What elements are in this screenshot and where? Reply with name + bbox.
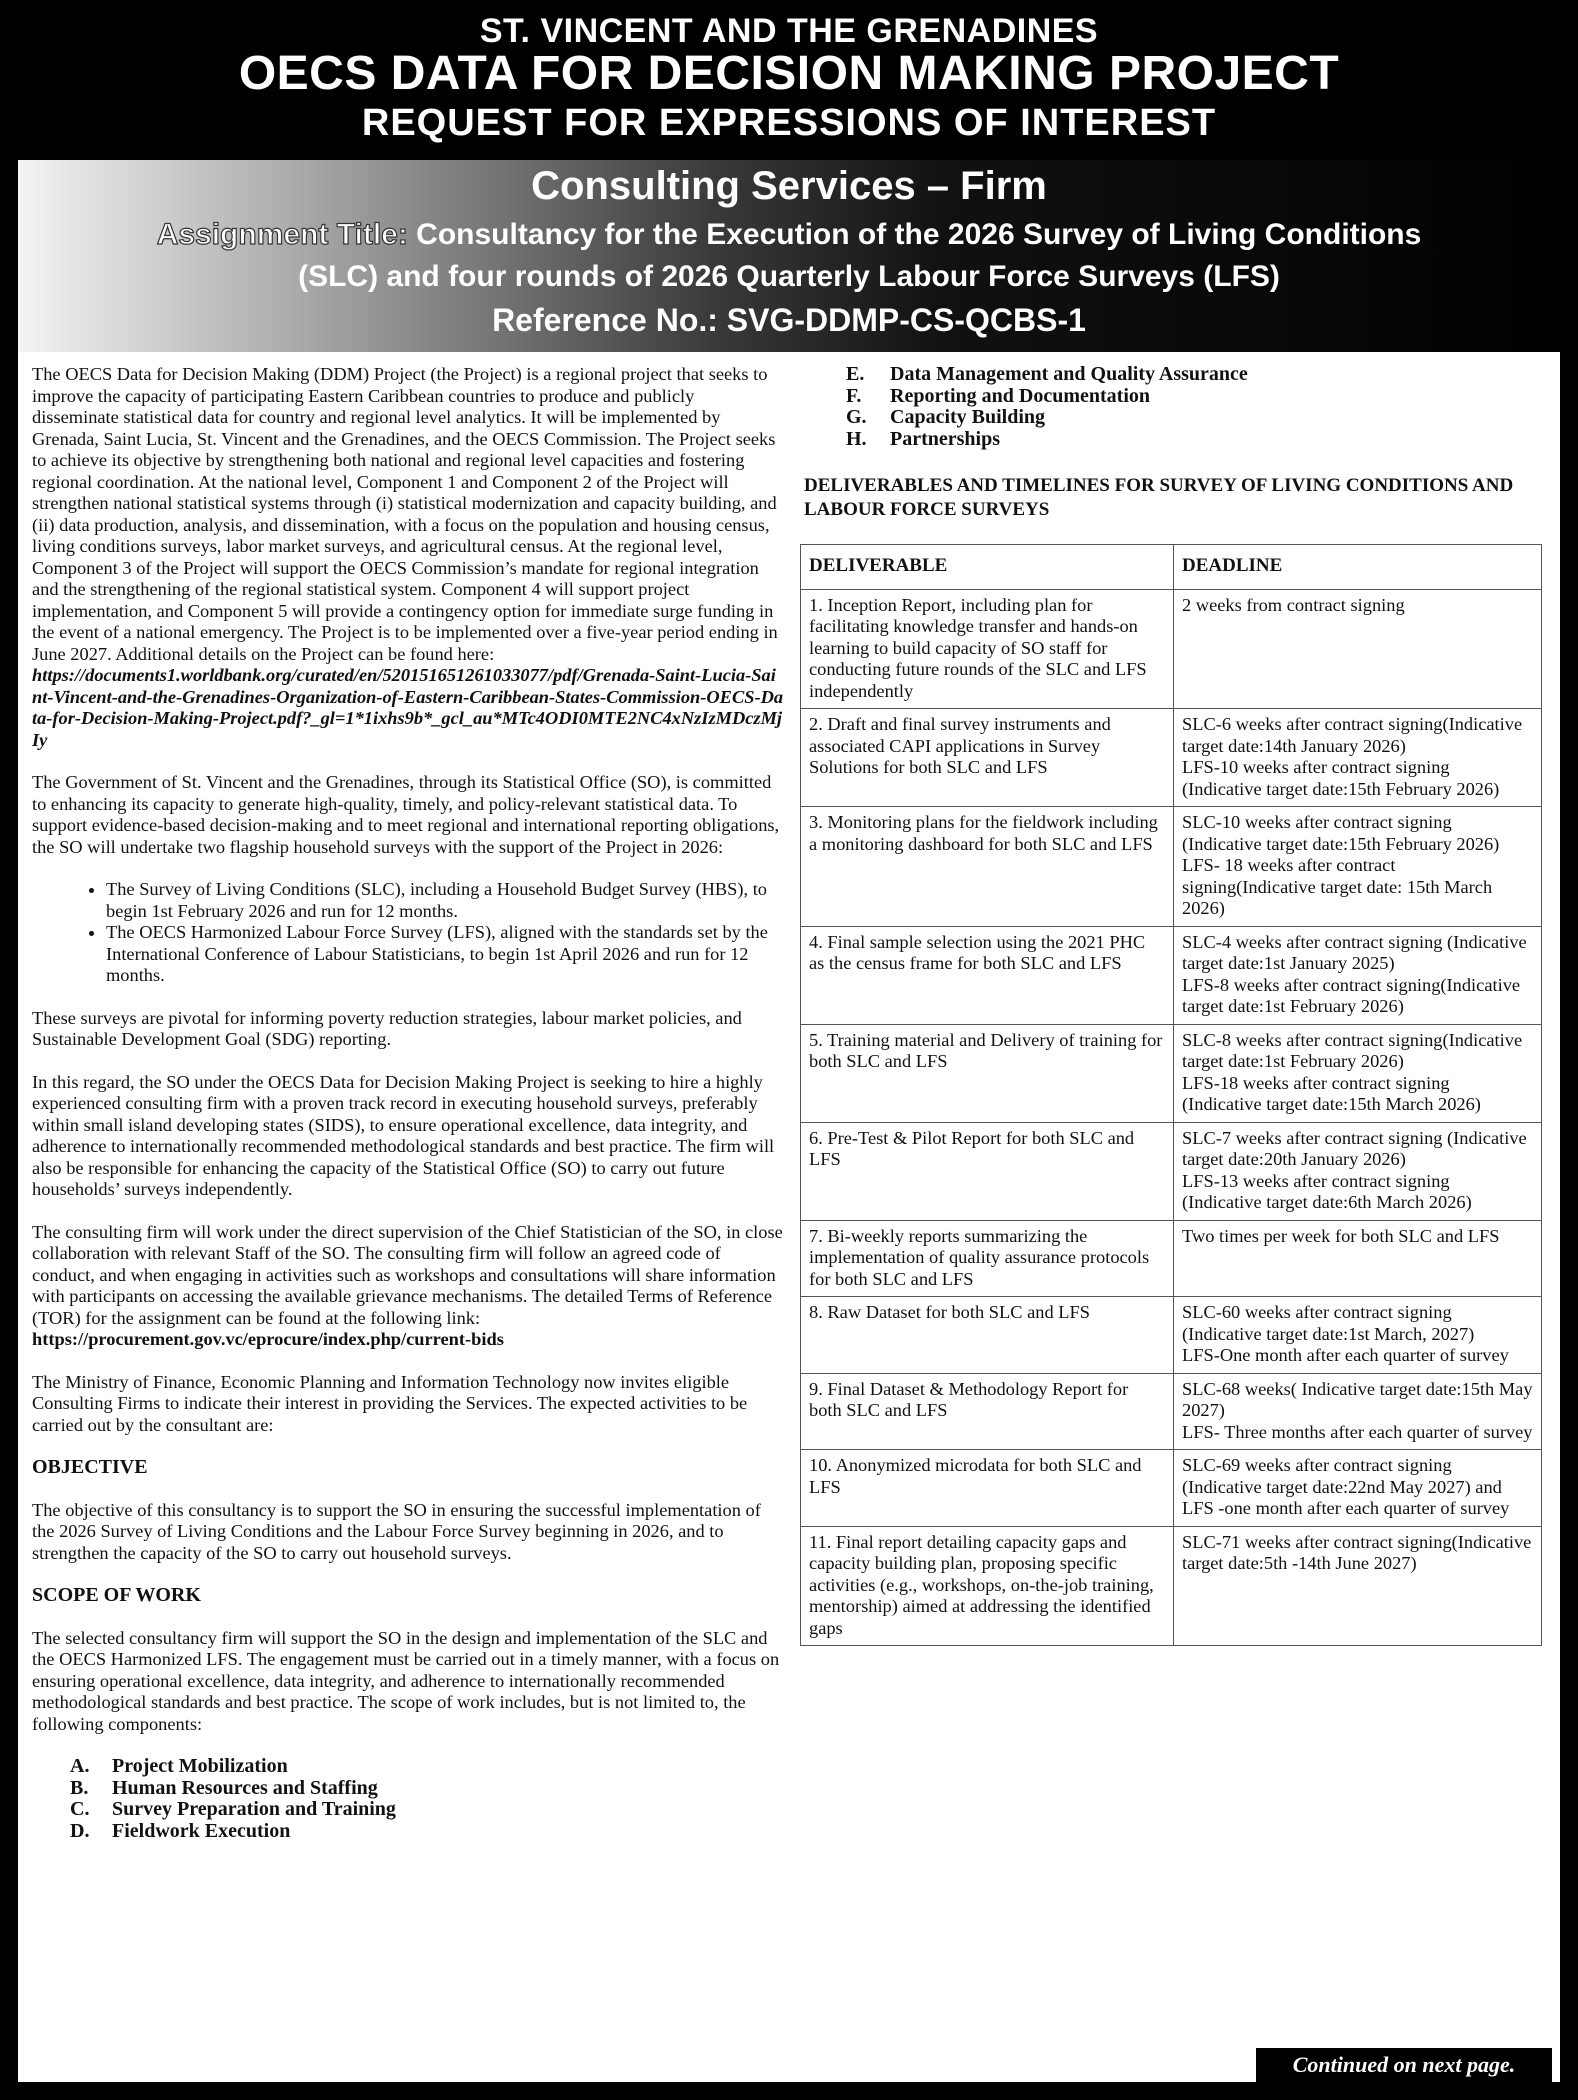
- deliverable-cell: 1. Inception Report, including plan for facilitating knowledge transfer and hands-on learning to build capacity of SO staff for conducting future rounds of the SLC and LFS independently: [801, 589, 1174, 709]
- deliverable-cell: 6. Pre-Test & Pilot Report for both SLC and LFS: [801, 1122, 1174, 1220]
- component-key: G.: [846, 406, 867, 428]
- component-item: [846, 364, 1550, 386]
- table-row: [801, 1024, 1542, 1122]
- continued-label: Continued on next page.: [1256, 2048, 1552, 2082]
- objective-paragraph: The objective of this consultancy is to support the SO in ensuring the successful implementation of the 2026 Survey of Living Conditions and the Labour Force Survey beginning in 2026, and to strengthen the capacity of the SO to carry out household surveys.: [32, 1499, 761, 1563]
- country-title: ST. VINCENT AND THE GRENADINES: [479, 12, 1099, 50]
- component-item: [70, 1778, 784, 1800]
- right-column: [800, 364, 1550, 1646]
- ministry-paragraph: The Ministry of Finance, Economic Planning and Information Technology now invites eligible Consulting Firms to indicate their interest in providing the Services. The expected activities to be carried out by the consultant are:: [32, 1371, 748, 1435]
- deadline-cell: SLC-69 weeks after contract signing (Indicative target date:22nd May 2027) and LFS -one month after each quarter of survey: [1174, 1450, 1542, 1527]
- assignment-title-label: Assignment Title:: [156, 218, 408, 251]
- component-key: A.: [70, 1755, 90, 1777]
- component-item: [846, 407, 1550, 429]
- survey-bullets: [32, 879, 784, 987]
- table-row: [801, 926, 1542, 1024]
- bullet-slc: • The Survey of Living Conditions (SLC), including a Household Budget Survey (HBS), to begin 1st February 2026 and run for 12 months.: [106, 879, 784, 922]
- deliverable-cell: 3. Monitoring plans for the fieldwork including a monitoring dashboard for both SLC and LFS: [801, 807, 1174, 927]
- header-banner: [0, 0, 1578, 160]
- components-list-left: [32, 1756, 784, 1842]
- deadline-cell: SLC-10 weeks after contract signing (Indicative target date:15th February 2026) LFS- 18 weeks after contract signing(Indicative target date: 15th March 2026): [1174, 807, 1542, 927]
- component-label: Fieldwork Execution: [112, 1819, 291, 1842]
- deliverable-cell: 9. Final Dataset & Methodology Report for both SLC and LFS: [801, 1373, 1174, 1450]
- assignment-title-text: Consultancy for the Execution of the 2026 Survey of Living Conditions: [407, 218, 1422, 251]
- regard-paragraph: In this regard, the SO under the OECS Data for Decision Making Project is seeking to hire a highly experienced consulting firm with a proven track record in executing household surveys, preferably within small island developing states (SIDS), to ensure operational excellence, data integrity, and adherence to internationally recommended methodological standards and best practice. The firm will also be responsible for enhancing the capacity of the Statistical Office (SO) to carry out future households’ surveys independently.: [32, 1071, 775, 1199]
- deliverable-cell: 7. Bi-weekly reports summarizing the implementation of quality assurance protocols for both SLC and LFS: [801, 1220, 1174, 1297]
- deadline-cell: SLC-68 weeks( Indicative target date:15th May 2027) LFS- Three months after each quarter of survey: [1174, 1373, 1542, 1450]
- deliverable-cell: 10. Anonymized microdata for both SLC and LFS: [801, 1450, 1174, 1527]
- tor-link[interactable]: https://procurement.gov.vc/eprocure/index.php/current-bids: [32, 1329, 504, 1349]
- table-row: [801, 1373, 1542, 1450]
- component-item: [846, 429, 1550, 451]
- scope-paragraph: The selected consultancy firm will support the SO in the design and implementation of the SLC and the OECS Harmonized LFS. The engagement must be carried out in a timely manner, with a focus on ensuring operational excellence, data integrity, and adherence to internationally recommended methodological standards and best practice. The scope of work includes, but is not limited to, the following components:: [32, 1627, 780, 1734]
- table-row: [801, 807, 1542, 927]
- objective-heading: OBJECTIVE: [32, 1456, 148, 1478]
- component-key: F.: [846, 384, 862, 407]
- component-label: Capacity Building: [890, 406, 1046, 428]
- component-key: B.: [70, 1776, 89, 1799]
- assignment-title-line1: [18, 218, 1560, 252]
- deadline-cell: SLC-60 weeks after contract signing (Indicative target date:1st March, 2027) LFS-One month after each quarter of survey: [1174, 1297, 1542, 1374]
- table-row: [801, 589, 1542, 709]
- table-row: [801, 1220, 1542, 1297]
- intro-text: The OECS Data for Decision Making (DDM) Project (the Project) is a regional project that seeks to improve the capacity of participating Eastern Caribbean countries to produce and publicly disseminate statistical data for country and regional level analytics. It will be implemented by Grenada, Saint Lucia, St. Vincent and the Grenadines, and the OECS Commission. The Project seeks to achieve its objective by strengthening both national and regional level capacities and fostering regional coordination. At the national level, Component 1 and Component 2 of the Project will strengthen national statistical systems through (i) statistical modernization and capacity building, and (ii) data production, analysis, and dissemination, with a focus on the population and housing census, living conditions surveys, labor market surveys, and agricultural census. At the regional level, Component 3 of the Project will support the OECS Commission’s mandate for regional integration and the strengthening of the regional statistical system. Component 4 will support project implementation, and Component 5 will provide a contingency option for immediate surge funding in the event of a national emergency. The Project is to be implemented over a five-year period ending in June 2027. Additional details on the Project can be found here:: [32, 364, 778, 664]
- bullet-lfs: • The OECS Harmonized Labour Force Survey (LFS), aligned with the standards set by the International Conference of Labour Statisticians, to begin 1st April 2026 and run for 12 months.: [106, 922, 784, 987]
- supervision-paragraph: [32, 1222, 784, 1351]
- consulting-services-title: Consulting Services – Firm: [531, 164, 1047, 208]
- components-list-right: [800, 364, 1550, 450]
- component-label: Data Management and Quality Assurance: [890, 363, 1248, 385]
- assignment-title-line2: (SLC) and four rounds of 2026 Quarterly Labour Force Surveys (LFS): [298, 260, 1280, 293]
- component-label: Project Mobilization: [112, 1755, 288, 1777]
- component-item: [846, 386, 1550, 408]
- scope-heading: SCOPE OF WORK: [32, 1584, 201, 1606]
- reference-number: Reference No.: SVG-DDMP-CS-QCBS-1: [492, 302, 1086, 338]
- deliverable-cell: 2. Draft and final survey instruments and associated CAPI applications in Survey Solutions for both SLC and LFS: [801, 709, 1174, 807]
- component-key: C.: [70, 1798, 90, 1820]
- deliverable-cell: 4. Final sample selection using the 2021 PHC as the census frame for both SLC and LFS: [801, 926, 1174, 1024]
- deliverable-cell: 5. Training material and Delivery of training for both SLC and LFS: [801, 1024, 1174, 1122]
- government-paragraph: The Government of St. Vincent and the Grenadines, through its Statistical Office (SO), is committed to enhancing its capacity to generate high-quality, timely, and policy-relevant statistical data. To support evidence-based decision-making and to meet regional and international reporting obligations, the SO will undertake two flagship household surveys with the support of the Project in 2026:: [32, 772, 780, 857]
- assignment-banner: [18, 160, 1560, 352]
- supervision-text: The consulting firm will work under the direct supervision of the Chief Statistician of the SO, in close collaboration with relevant Staff of the SO. The consulting firm will follow an agreed code of conduct, and when engaging in activities such as workshops and consultations will share information with participants on accessing the available grievance mechanisms. The detailed Terms of Reference (TOR) for the assignment can be found at the following link:: [32, 1221, 783, 1328]
- deliverables-title: DELIVERABLES AND TIMELINES FOR SURVEY OF LIVING CONDITIONS AND LABOUR FORCE SURVEYS: [804, 475, 1514, 520]
- component-label: Survey Preparation and Training: [112, 1798, 396, 1820]
- deliverable-cell: 8. Raw Dataset for both SLC and LFS: [801, 1297, 1174, 1374]
- deadline-cell: SLC-71 weeks after contract signing(Indicative target date:5th -14th June 2027): [1174, 1526, 1542, 1646]
- request-title: REQUEST FOR EXPRESSIONS OF INTEREST: [361, 102, 1217, 144]
- component-key: E.: [846, 363, 865, 385]
- table-row: [801, 709, 1542, 807]
- project-title: OECS DATA FOR DECISION MAKING PROJECT: [238, 47, 1340, 100]
- deadline-cell: Two times per week for both SLC and LFS: [1174, 1220, 1542, 1297]
- table-row: [801, 1297, 1542, 1374]
- component-item: [70, 1821, 784, 1843]
- deadline-cell: SLC-7 weeks after contract signing (Indicative target date:20th January 2026) LFS-13 weeks after contract signing (Indicative target date:6th March 2026): [1174, 1122, 1542, 1220]
- left-column: [32, 364, 784, 1842]
- component-item: [70, 1756, 784, 1778]
- table-row: [801, 1122, 1542, 1220]
- table-row: [801, 1526, 1542, 1646]
- project-details-link[interactable]: https://documents1.worldbank.org/curated/en/520151651261033077/pdf/Grenada-Saint-Lucia-Saint-Vincent-and-the-Grenadines-Organization-of-Eastern-Caribbean-States-Commission-OECS-Data-for-Decision-Making-Project.pdf?_gl=1*1ixhs9b*_gcl_au*MTc4ODI0MTE2NC4xNzIzMDczMjIy: [32, 665, 784, 750]
- component-label: Human Resources and Staffing: [112, 1776, 378, 1799]
- component-key: H.: [846, 427, 867, 450]
- intro-paragraph: [32, 364, 784, 751]
- header-deadline: DEADLINE: [1174, 545, 1542, 590]
- component-item: [70, 1799, 784, 1821]
- component-key: D.: [70, 1819, 90, 1842]
- table-header-row: [801, 545, 1542, 590]
- table-row: [801, 1450, 1542, 1527]
- surveys-pivotal-paragraph: These surveys are pivotal for informing poverty reduction strategies, labour market policies, and Sustainable Development Goal (SDG) reporting.: [32, 1007, 742, 1049]
- component-label: Partnerships: [890, 427, 1000, 450]
- deadline-cell: SLC-8 weeks after contract signing(Indicative target date:1st February 2026) LFS-18 weeks after contract signing (Indicative target date:15th March 2026): [1174, 1024, 1542, 1122]
- deadline-cell: SLC-6 weeks after contract signing(Indicative target date:14th January 2026) LFS-10 weeks after contract signing (Indicative target date:15th February 2026): [1174, 709, 1542, 807]
- deadline-cell: 2 weeks from contract signing: [1174, 589, 1542, 709]
- deliverables-table: [800, 544, 1542, 1646]
- deliverables-body: [801, 589, 1542, 1646]
- content-area: [18, 352, 1560, 2082]
- deliverable-cell: 11. Final report detailing capacity gaps and capacity building plan, proposing specific activities (e.g., workshops, on-the-job training, mentorship) aimed at addressing the identified gaps: [801, 1526, 1174, 1646]
- deadline-cell: SLC-4 weeks after contract signing (Indicative target date:1st January 2025) LFS-8 weeks after contract signing(Indicative target date:1st February 2026): [1174, 926, 1542, 1024]
- component-label: Reporting and Documentation: [890, 384, 1151, 407]
- header-deliverable: DELIVERABLE: [801, 545, 1174, 590]
